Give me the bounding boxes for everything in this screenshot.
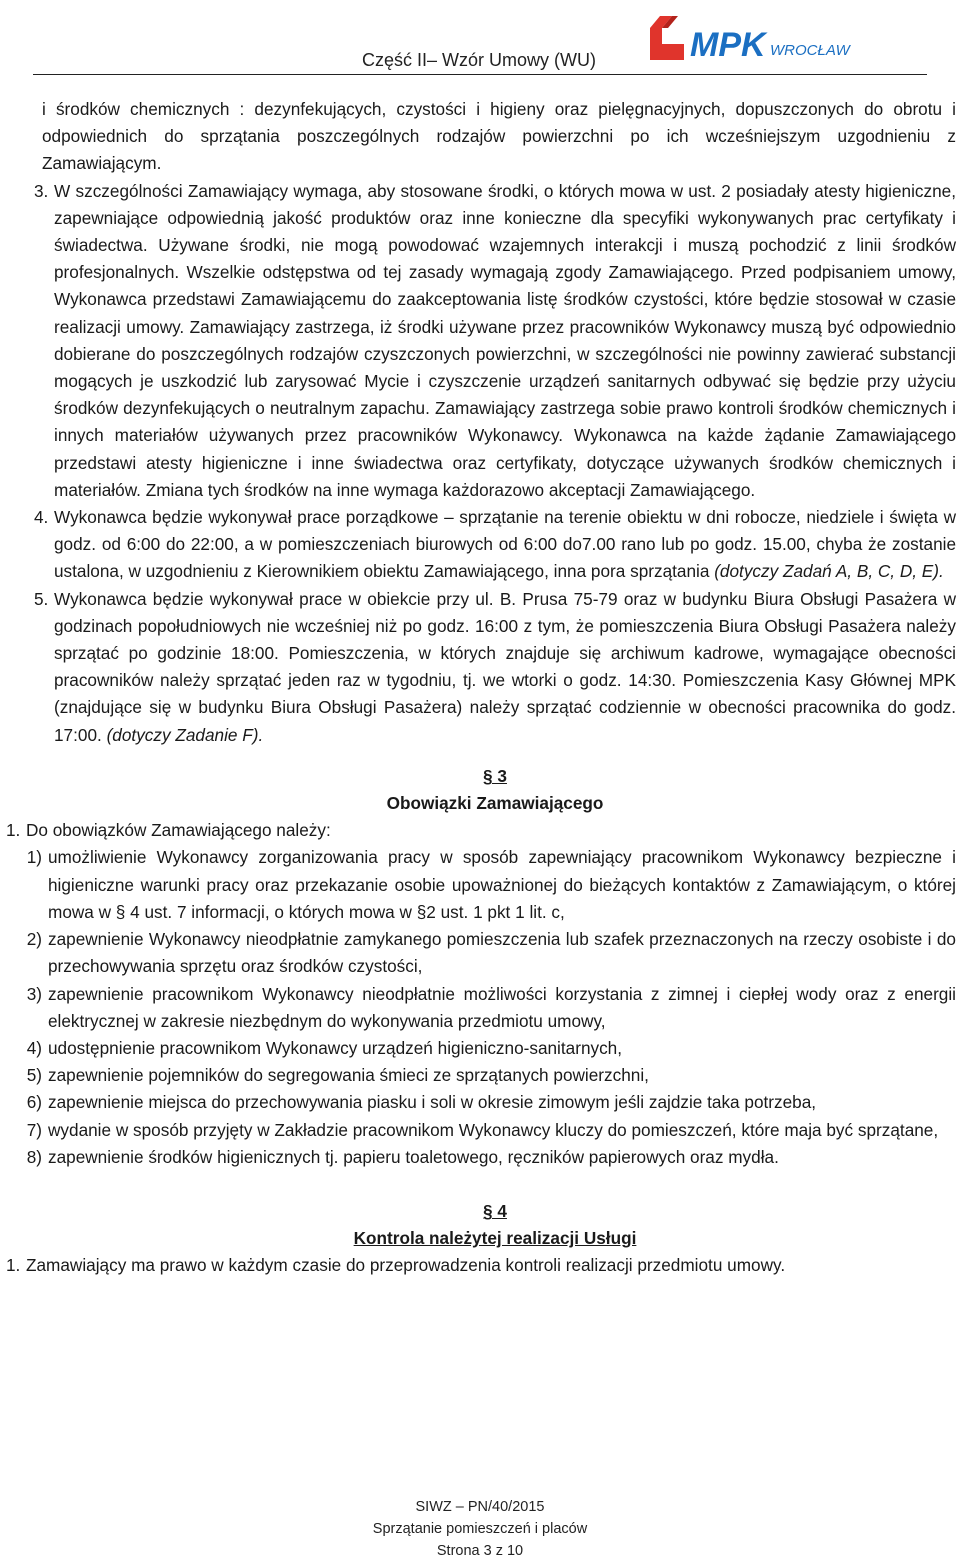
item-number: 1. [6,1255,21,1276]
footer-reference: SIWZ – PN/40/2015 [415,1499,545,1515]
obligation-list-item [6,1062,956,1089]
obligation-list-item [6,1035,956,1062]
obligation-list-item [6,1117,956,1144]
obligation-list-item [6,981,956,1035]
list-item-number: 7) [26,1119,42,1140]
page-header [0,0,960,80]
list-item-text: zapewnienie Wykonawcy nieodpłatnie zamykanego pomieszczenia lub szafek przeznaczonych na rzeczy osobiste i do przechowywania sprzętu oraz środków czystości, [48,929,956,977]
list-item-text: zapewnienie miejsca do przechowywania piasku i soli w okresie zimowym jeśli zajdzie taka potrzeba, [48,1092,817,1113]
footer-page-number: Strona 3 z 10 [436,1543,524,1559]
item-number: 5. [34,588,49,609]
list-item-number: 4) [26,1037,42,1058]
header-divider [33,74,927,75]
item-text: Wykonawca będzie wykonywał prace w obiekcie przy ul. B. Prusa 75-79 oraz w budynku Biura Obsługi Pasażera w godzinach popołudniowych nie wcześniej niż po godz. 16:00 z tym, że pomieszczenia Biura Obsługi Pasażera należy sprzątać po godzinie 18:00. Pomieszczenia, w których znajduje się archiwum kadrowe, wymagające obecności pracowników należy sprzątać jeden raz w tygodniu, tj. we wtorki o godz. 14:30. Pomieszczenia Kasy Głównej MPK (znajdujące się w budynku Biura Obsługi Pasażera) należy sprzątać codziennie w obecności pracownika do godz. 17:00. [54,588,956,745]
list-item-number: 2) [26,929,42,950]
item-note: (dotyczy Zadanie F). [106,724,264,745]
obligation-list-item [6,1089,956,1116]
logo-text: MPK [690,26,766,64]
list-item-text: zapewnienie pojemników do segregowania śmieci ze sprzątanych powierzchni, [48,1065,649,1086]
item-text: W szczególności Zamawiający wymaga, aby stosowane środki, o których mowa w ust. 2 posiadały atesty higieniczne, zapewniające odpowiednią jakość produktów oraz inne konieczne dla specyfiki wykonywanych prac certyfikaty i świadectwa. Używane środki, nie mogą powodować wzajemnych interakcji i muszą pochodzić z linii środków profesjonalnych. Wszelkie odstępstwa od tej zasady wymagają zgody Zamawiającego. Przed podpisaniem umowy, Wykonawca przedstawi Zamawiającemu do zaakceptowania listę środków czystości, które będzie stosował w czasie realizacji umowy. Zamawiający zastrzega, iż środki używane przez pracowników Wykonawcy muszą być odpowiednio dobierane do poszczególnych rodzajów czyszczonych powierzchni, w szczególności nie powinny zawierać substancji mogących je uszkodzić lub zarysować Mycie i czyszczenie urządzeń sanitarnych odbywać się będzie przy użyciu środków dezynfekujących o neutralnym zapachu. Zamawiający zastrzega sobie prawo kontroli środków chemicznych i innych materiałów używanych przez pracowników Wykonawcy. Wykonawca na każde żądanie Zamawiającego przedstawi atesty higieniczne i inne świadectwa oraz certyfikaty, dotyczące używanych środków chemicznych i materiałów. Zmiana tych środków na inne wymaga każdorazowo akceptacji Zamawiającego. [54,180,956,500]
list-item-text: umożliwienie Wykonawcy zorganizowania pracy w sposób zapewniający pracownikom Wykonawcy bezpieczne i higieniczne warunki pracy oraz przekazanie osobie upoważnionej do bieżących kontaktów z Zamawiającym, o której mowa w § 4 ust. 7 informacji, o których mowa w §2 ust. 1 pkt 1 lit. c, [48,847,956,922]
item-body [54,586,956,749]
footer-subject: Sprzątanie pomieszczeń i placów [372,1521,588,1537]
item-number: 4. [34,507,49,528]
item-5 [34,586,956,749]
section-3-list [26,844,956,1170]
item-text: Wykonawca będzie wykonywał prace porządkowe – sprzątanie na terenie obiektu w dni robocze, niedziele i święta w godz. od 6:00 do 22:00, a w pomieszczeniach biurowych od 6:00 do7.00 rano lub po godz. 15.00, chyba że zostanie ustalona, w uzgodnieniu z Kierownikiem obiektu Zamawiającego, inna pora sprzątania [54,507,956,582]
item-text: Zamawiający ma prawo w każdym czasie do przeprowadzenia kontroli realizacji przedmiotu umowy. [26,1255,786,1276]
document-part-title: Część II– Wzór Umowy (WU) [362,50,596,70]
page-footer [0,1496,960,1562]
mpk-wroclaw-logo [646,8,850,68]
list-item-number: 8) [26,1146,42,1167]
section-4-title: Kontrola należytej realizacji Usługi [353,1228,637,1249]
item-note: (dotyczy Zadań A, B, C, D, E). [714,561,944,582]
section-4-symbol: § 4 [483,1200,507,1221]
logo-subtext: WROCŁAW [770,42,850,59]
list-item-number: 1) [26,847,42,868]
obligation-list-item [6,926,956,980]
intro-paragraph: i środków chemicznych : dezynfekujących, czystości i higieny oraz pielęgnacyjnych, dopuszczonych do obrotu i odpowiednich do sprzątania poszczególnych rodzajów powierzchni po ich wcześniejszym uzgodnieniu z Zamawiającym. [42,99,956,174]
item-text: Do obowiązków Zamawiającego należy: [26,820,331,841]
list-item-number: 3) [26,983,42,1004]
item-4 [34,504,956,586]
item-3 [34,178,956,504]
list-item-number: 5) [26,1065,42,1086]
section-4-paragraph-1 [6,1252,956,1279]
list-item-text: zapewnienie pracownikom Wykonawcy nieodpłatnie możliwości korzystania z zimnej i ciepłej wody oraz z energii elektrycznej w zakresie niezbędnym do wykonywania przedmiotu umowy, [48,983,956,1031]
item-number: 1. [6,820,21,841]
list-item-number: 6) [26,1092,42,1113]
document-body [6,96,956,1280]
section-3-symbol: § 3 [483,765,507,786]
list-item-text: udostępnienie pracownikom Wykonawcy urządzeń higieniczno-sanitarnych, [48,1037,623,1058]
section-3-title: Obowiązki Zamawiającego [386,793,604,814]
section-3-paragraph-1 [6,817,956,844]
list-item-text: zapewnienie środków higienicznych tj. papieru toaletowego, ręczników papierowych oraz mydła. [48,1146,779,1167]
list-item-text: wydanie w sposób przyjęty w Zakładzie pracownikom Wykonawcy kluczy do pomieszczeń, które maja być sprzątane, [48,1119,939,1140]
item-body [54,504,956,586]
obligation-list-item [6,844,956,926]
item-number: 3. [34,180,49,201]
obligation-list-item [6,1144,956,1171]
